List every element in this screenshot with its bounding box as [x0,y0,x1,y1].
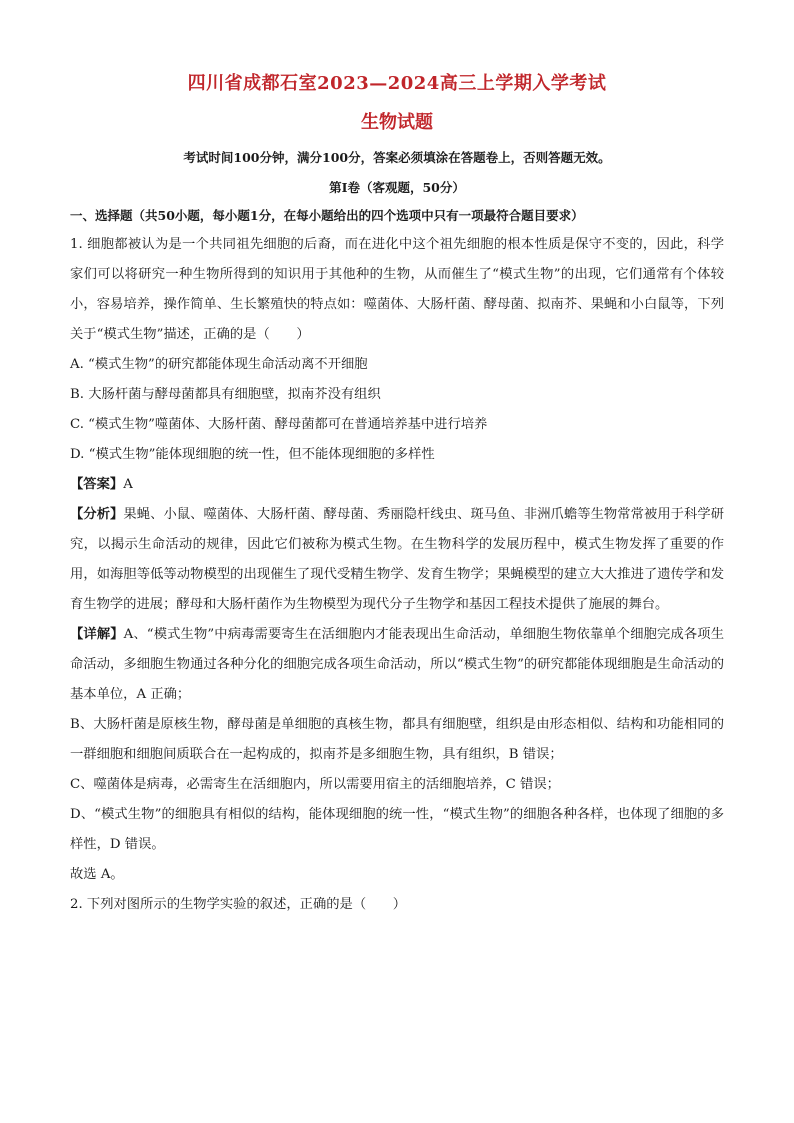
section-heading: 一、选择题（共50小题，每小题1分，在每小题给出的四个选项中只有一项最符合题目要求） [70,208,584,223]
detail-paragraph-b: B、大肠杆菌是原核生物，酵母菌是单细胞的真核生物，都具有细胞壁，组织是由形态相似、结构和功能相同的一群细胞和细胞间质联合在一起构成的，拟南芥是多细胞生物，具有组织，B 错误； [70,717,724,762]
analysis-paragraph [70,500,724,620]
detail-paragraph-a [70,620,724,710]
question-1-option-a: A. “模式生物”的研究都能体现生命活动离不开细胞 [70,357,368,372]
question-2-stem: 2. 下列对图所示的生物学实验的叙述，正确的是（ ） [70,897,407,912]
detail-paragraph-c: C、噬菌体是病毒，必需寄生在活细胞内，所以需要用宿主的活细胞培养，C 错误； [70,777,560,792]
document-content [70,60,724,920]
question-1-option-c: C. “模式生物”噬菌体、大肠杆菌、酵母菌都可在普通培养基中进行培养 [70,417,488,432]
detail-a-text: A、“模式生物”中病毒需要寄生在活细胞内才能表现出生命活动，单细胞生物依靠单个细胞完成各项生命活动，多细胞生物通过各种分化的细胞完成各项生命活动，所以“模式生物”的研究都能体现细胞是生命活动的基本单位，A 正确； [70,627,725,702]
answer-tag: 【答案】 [70,477,124,492]
question-1-option-b: B. 大肠杆菌与酵母菌都具有细胞壁，拟南芥没有组织 [70,387,381,402]
exam-title: 四川省成都石室2023—2024高三上学期入学考试 [187,73,607,94]
analysis-text: 果蝇、小鼠、噬菌体、大肠杆菌、酵母菌、秀丽隐杆线虫、斑马鱼、非洲爪蟾等生物常常被用于科学研究，以揭示生命活动的规律，因此它们被称为模式生物。在生物科学的发展历程中，模式生物发挥了重要的作用，如海胆等低等动物模型的出现催生了现代受精生物学、发育生物学；果蝇模型的建立大大推进了遗传学和发育生物学的进展；酵母和大肠杆菌作为生物模型为现代分子生物学和基因工程技术提供了施展的舞台。 [70,507,725,612]
detail-paragraph-d: D、“模式生物”的细胞具有相似的结构，能体现细胞的统一性，“模式生物”的细胞各种各样，也体现了细胞的多样性，D 错误。 [70,807,724,852]
detail-tag: 【详解】 [70,627,124,642]
answer-value: A [123,477,133,492]
exam-instructions: 考试时间100分钟，满分100分，答案必须填涂在答题卷上，否则答题无效。 [183,150,611,165]
question-1-stem: 1. 细胞都被认为是一个共同祖先细胞的后裔，而在进化中这个祖先细胞的根本性质是保守不变的，因此，科学家们可以将研究一种生物所得到的知识用于其他种的生物，从而催生了“模式生物”的出现，它们通常有个体较小，容易培养，操作简单、生长繁殖快的特点如：噬菌体、大肠杆菌、酵母菌、拟南芥、果蝇和小白鼠等，下列关于“模式生物”描述，正确的是（ ） [70,237,724,342]
analysis-tag: 【分析】 [70,507,124,522]
exam-subject: 生物试题 [361,112,433,133]
conclusion-line: 故选 A。 [70,867,124,882]
question-1-option-d: D. “模式生物”能体现细胞的统一性，但不能体现细胞的多样性 [70,447,435,462]
volume-heading: 第Ⅰ卷（客观题，50分） [329,180,465,195]
answer-line [70,470,724,500]
